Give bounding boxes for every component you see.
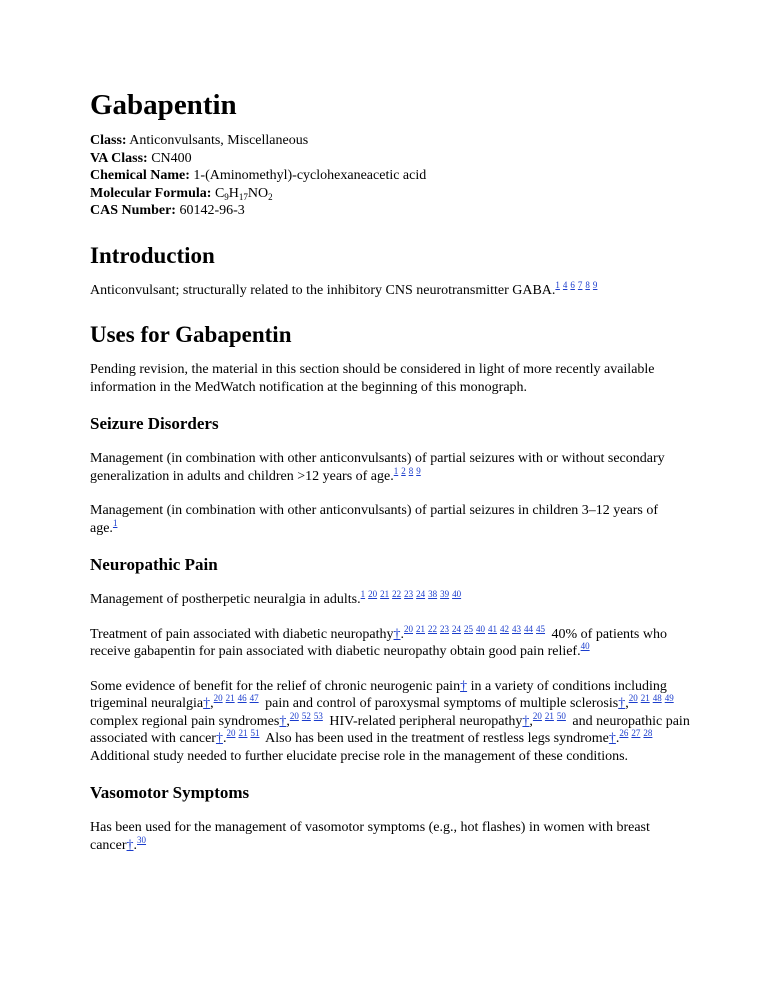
reference-link-6[interactable]: 6 — [570, 279, 575, 290]
cancer-pain-refs — [226, 728, 262, 738]
reference-link-25[interactable]: 25 — [464, 623, 474, 634]
reference-link-40[interactable]: 40 — [452, 589, 462, 599]
reference-link-26[interactable]: 26 — [619, 728, 629, 738]
restless-legs-refs — [619, 728, 655, 738]
vasomotor-text: Has been used for the management of vasomotor symptoms (e.g., hot flashes) in women with breast cancer — [90, 820, 650, 853]
reference-link-2[interactable]: 2 — [401, 465, 406, 476]
seizure-text-2: Management (in combination with other anticonvulsants) of partial seizures in children 3–12 years of age. — [90, 503, 659, 536]
reference-link-23[interactable]: 23 — [404, 589, 414, 599]
reference-link-49[interactable]: 49 — [664, 693, 674, 703]
neuropathic-paragraph-3: Some evidence of benefit for the relief of chronic neurogenic pain† in a variety of conditions including trigeminal neuralgia†,$^{20 21 46 47}$ pain and control of paroxysmal symptoms of multiple sclerosis†,$^{20 21 48 49}$ complex regional pain syndromes†,$^{20 52 53}$ HIV-related peripheral neuropathy†,$^{20 21 50}$ and neuropathic pain associated with cancer†.$^{20 21 51}$ Also has been used in the treatment of restless legs syndrome†.$^{26 27 28}$ Additional study needed to further elucidate precise role in the management of these conditions. — [90, 678, 690, 764]
formula-o-subscript: 2 — [268, 191, 273, 202]
reference-link-52[interactable]: 52 — [301, 710, 311, 721]
reference-link-22[interactable]: 22 — [428, 623, 438, 634]
reference-link-7[interactable]: 7 — [577, 279, 583, 290]
cas-number-value: 60142-96-3 — [179, 203, 245, 218]
reference-link-1[interactable]: 1 — [360, 589, 366, 599]
reference-link-21[interactable]: 21 — [640, 693, 650, 703]
formula-h-subscript: 17 — [238, 191, 248, 202]
reference-link-46[interactable]: 46 — [237, 693, 247, 703]
class-row — [90, 132, 690, 150]
reference-link-43[interactable]: 43 — [512, 623, 522, 634]
vasomotor-refs — [137, 835, 149, 845]
molecular-formula-value — [215, 186, 273, 201]
cancer-pain-text: and neuropathic pain associated with cancer — [90, 713, 690, 746]
seizure-paragraph-1 — [90, 450, 690, 485]
dagger-link[interactable]: † — [203, 696, 211, 711]
reference-link-44[interactable]: 44 — [524, 623, 534, 634]
cas-number-label: CAS Number: — [90, 203, 176, 218]
class-value: Anticonvulsants, Miscellaneous — [129, 133, 309, 148]
class-label: Class: — [90, 133, 127, 148]
reference-link-38[interactable]: 38 — [428, 589, 438, 599]
reference-link-48[interactable]: 48 — [652, 693, 662, 703]
hiv-neuropathy-refs — [533, 711, 569, 721]
dagger-link[interactable]: † — [618, 696, 626, 711]
seizure-disorders-heading: Seizure Disorders — [90, 414, 219, 433]
reference-link-47[interactable]: 47 — [249, 693, 259, 703]
molecular-formula-label: Molecular Formula: — [90, 185, 212, 201]
regional-pain-text: complex regional pain syndromes — [90, 713, 280, 729]
drug-info-block — [90, 132, 690, 220]
hiv-neuropathy-text: HIV-related peripheral neuropathy — [325, 713, 523, 729]
introduction-text — [90, 279, 690, 300]
additional-study-text: Additional study needed to further elucidate precise role in the management of these conditions. — [90, 748, 629, 764]
neuropathic-refs-1 — [361, 589, 465, 599]
uses-note: Pending revision, the material in this section should be considered in light of more recently available information in the MedWatch notification at the beginning of this monograph. — [90, 362, 655, 395]
reference-link-50[interactable]: 50 — [556, 710, 566, 721]
reference-link-4[interactable]: 4 — [562, 279, 568, 290]
introduction-refs — [555, 280, 600, 290]
reference-link-51[interactable]: 51 — [250, 728, 260, 738]
reference-link-20[interactable]: 20 — [289, 710, 299, 721]
multiple-sclerosis-refs — [629, 693, 677, 703]
reference-link-24[interactable]: 24 — [452, 623, 462, 634]
neuropathic-text-1: Management of postherpetic neuralgia in adults. — [90, 592, 361, 607]
chemical-name-label: Chemical Name: — [90, 168, 190, 183]
formula-c: C — [214, 185, 225, 201]
neuropathic-pain-heading: Neuropathic Pain — [90, 555, 218, 574]
neurogenic-pain-text: Some evidence of benefit for the relief of chronic neurogenic pain — [90, 678, 461, 694]
dagger-link[interactable]: † — [393, 626, 401, 642]
regional-pain-refs — [290, 711, 326, 721]
reference-link-39[interactable]: 39 — [440, 589, 450, 599]
reference-link-21[interactable]: 21 — [544, 710, 554, 721]
dagger-link[interactable]: † — [460, 678, 468, 694]
reference-link-22[interactable]: 22 — [392, 589, 402, 599]
reference-link-20[interactable]: 20 — [368, 589, 378, 599]
dagger-link[interactable]: † — [522, 713, 530, 729]
formula-h: H — [228, 185, 239, 201]
reference-link-30[interactable]: 30 — [137, 834, 147, 845]
dagger-link[interactable]: † — [608, 731, 616, 746]
diabetic-neuropathy-text: Treatment of pain associated with diabetic neuropathy — [90, 626, 394, 642]
reference-link-53[interactable]: 53 — [313, 710, 323, 721]
reference-link-21[interactable]: 21 — [238, 728, 248, 738]
page-title: Gabapentin — [90, 89, 237, 121]
vasomotor-symptoms-heading: Vasomotor Symptoms — [90, 783, 250, 802]
reference-link-27[interactable]: 27 — [631, 728, 641, 738]
reference-link-21[interactable]: 21 — [416, 623, 426, 634]
reference-link-20[interactable]: 20 — [213, 693, 223, 703]
seizure-refs-2 — [113, 518, 121, 528]
uses-heading: Uses for Gabapentin — [90, 322, 292, 347]
reference-link-9[interactable]: 9 — [592, 279, 598, 290]
dagger-link[interactable]: † — [126, 837, 134, 853]
reference-link-28[interactable]: 28 — [643, 728, 653, 738]
reference-link-20[interactable]: 20 — [404, 623, 414, 634]
seizure-refs-1 — [394, 466, 424, 476]
formula-c-subscript: 9 — [224, 191, 229, 202]
reference-link-41[interactable]: 41 — [488, 623, 498, 634]
va-class-row — [90, 150, 690, 168]
chemical-name-row — [90, 167, 690, 185]
neuropathic-paragraph-1 — [90, 591, 690, 609]
reference-link-8[interactable]: 8 — [585, 279, 590, 290]
introduction-sentence: Anticonvulsant; structurally related to the inhibitory CNS neurotransmitter GABA. — [90, 282, 556, 298]
reference-link-8[interactable]: 8 — [408, 465, 414, 476]
reference-link-23[interactable]: 23 — [440, 623, 450, 634]
neuropathic-paragraph-2: Treatment of pain associated with diabetic neuropathy†.$^{20 21 22 23 24 25 40 41 42 43 44 45}$ 40% of patients who receive gabapentin for pain associated with diabetic neuropathy obtain good pain relief.$^{40}$ — [90, 623, 667, 659]
vasomotor-paragraph: Has been used for the management of vasomotor symptoms (e.g., hot flashes) in women with breast cancer†.$^{30}$ — [90, 820, 650, 853]
reference-link-20[interactable]: 20 — [226, 728, 236, 738]
reference-link-40[interactable]: 40 — [476, 623, 486, 634]
seizure-paragraph-2 — [90, 502, 690, 537]
reference-link-20[interactable]: 20 — [628, 693, 638, 703]
good-pain-relief-text: 40% of patients who receive gabapentin for pain associated with diabetic neuropathy obtain good pain relief. — [90, 626, 667, 659]
trigeminal-refs — [214, 693, 262, 703]
dagger-link[interactable]: † — [215, 731, 223, 746]
monograph-content — [90, 88, 690, 871]
restless-legs-text: Also has been used in the treatment of restless legs syndrome — [262, 731, 609, 746]
reference-link-1[interactable]: 1 — [393, 465, 399, 476]
reference-link-24[interactable]: 24 — [416, 589, 426, 599]
reference-link-1[interactable]: 1 — [112, 517, 118, 528]
va-class-label: VA Class: — [90, 150, 148, 166]
reference-link-42[interactable]: 42 — [500, 623, 510, 634]
reference-link-21[interactable]: 21 — [225, 693, 235, 703]
introduction-heading: Introduction — [90, 242, 215, 268]
pain-relief-refs — [581, 641, 593, 651]
seizure-text-1: Management (in combination with other anticonvulsants) of partial seizures with or without secondary generalization in adults and children >12 years of age. — [90, 451, 665, 484]
trigeminal-text: in a variety of conditions including trigeminal neuralgia — [90, 678, 667, 711]
reference-link-40[interactable]: 40 — [580, 641, 590, 651]
reference-link-45[interactable]: 45 — [536, 623, 546, 634]
va-class-value: CN400 — [151, 150, 192, 166]
formula-no: NO — [247, 185, 269, 201]
reference-link-1[interactable]: 1 — [555, 279, 560, 290]
diabetic-neuropathy-refs — [404, 624, 548, 634]
reference-link-21[interactable]: 21 — [380, 589, 390, 599]
multiple-sclerosis-text: pain and control of paroxysmal symptoms of multiple sclerosis — [261, 696, 619, 711]
reference-link-20[interactable]: 20 — [532, 710, 542, 721]
cas-number-row — [90, 202, 690, 220]
chemical-name-value: 1-(Aminomethyl)-cyclohexaneacetic acid — [193, 168, 427, 183]
molecular-formula-row — [90, 185, 690, 203]
dagger-link[interactable]: † — [279, 713, 287, 729]
reference-link-9[interactable]: 9 — [416, 465, 421, 476]
